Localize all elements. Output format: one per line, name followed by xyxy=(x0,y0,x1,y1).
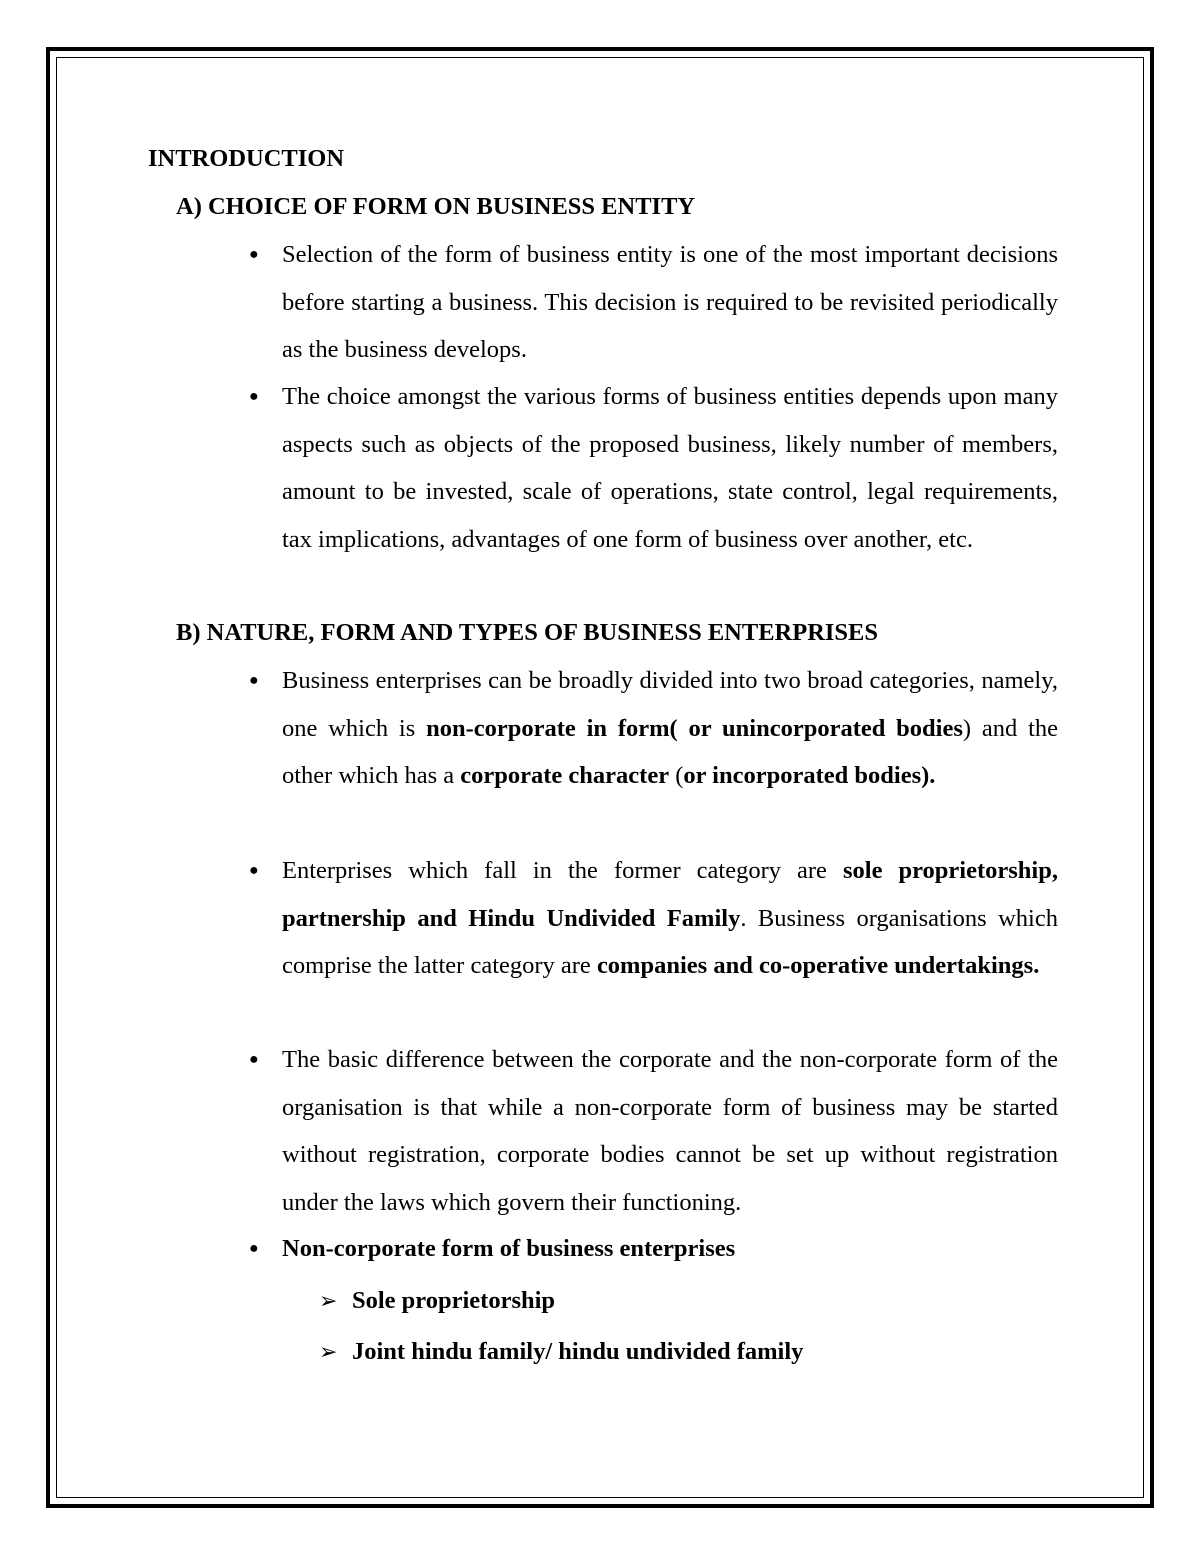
sub-item-hindu-undivided-family: Joint hindu family/ hindu undivided family xyxy=(352,1338,804,1365)
page-title: INTRODUCTION xyxy=(148,145,345,172)
section-b-bullet-1 xyxy=(282,657,1058,800)
bullet-2-bold-1: sole proprietorship, partnership and Hindu Undivided Family xyxy=(282,857,1058,932)
bullet-icon: ● xyxy=(249,246,259,263)
bullet-1-bold-1: non-corporate in form( or unincorporated bodies xyxy=(426,714,963,742)
bullet-icon: ● xyxy=(249,1051,259,1068)
section-a-bullet-1: Selection of the form of business entity is one of the most important decisions before starting a business. This decision is required to be revisited periodically as the business develops. xyxy=(282,241,1058,363)
bullet-2-text-2: . Business organisations which comprise the latter category are xyxy=(282,904,1058,979)
section-a-heading: A) CHOICE OF FORM ON BUSINESS ENTITY xyxy=(176,193,696,220)
bullet-icon: ● xyxy=(249,388,259,405)
bullet-icon: ● xyxy=(249,1240,259,1257)
bullet-1-text-3: ( xyxy=(669,762,684,789)
bullet-1-text-1: Business enterprises can be broadly divided into two broad categories, namely, one which is xyxy=(282,667,1058,742)
bullet-2-text-1: Enterprises which fall in the former category are xyxy=(282,857,843,884)
bullet-2-bold-2: companies and co-operative undertakings. xyxy=(596,952,1040,979)
section-a-bullet-2: The choice amongst the various forms of business entities depends upon many aspects such as objects of the proposed business, likely number of members, amount to be invested, scale of operations, state control, legal requirements, tax implications, advantages of one form of business over another, etc. xyxy=(282,383,1058,553)
bullet-icon: ● xyxy=(249,672,259,689)
bullet-1-text-2: ) and the other which has a xyxy=(282,714,1058,789)
arrow-bullet-icon: ➢ xyxy=(319,1339,338,1364)
sub-item-sole-proprietorship: Sole proprietorship xyxy=(352,1287,556,1314)
section-b-heading: B) NATURE, FORM AND TYPES OF BUSINESS ENTERPRISES xyxy=(176,619,879,646)
arrow-bullet-icon: ➢ xyxy=(319,1288,338,1313)
bullet-1-bold-3: or incorporated bodies). xyxy=(683,762,936,789)
section-b-bullet-3: The basic difference between the corporate and the non-corporate form of the organisation is that while a non-corporate form of business may be started without registration, corporate bodies cannot be set up without registration under the laws which govern their functioning. xyxy=(282,1046,1058,1216)
section-b-bullet-2 xyxy=(282,847,1058,990)
section-b-bullet-4: Non-corporate form of business enterprises xyxy=(282,1235,736,1262)
bullet-1-bold-2: corporate character xyxy=(460,762,670,789)
bullet-icon: ● xyxy=(249,862,259,879)
